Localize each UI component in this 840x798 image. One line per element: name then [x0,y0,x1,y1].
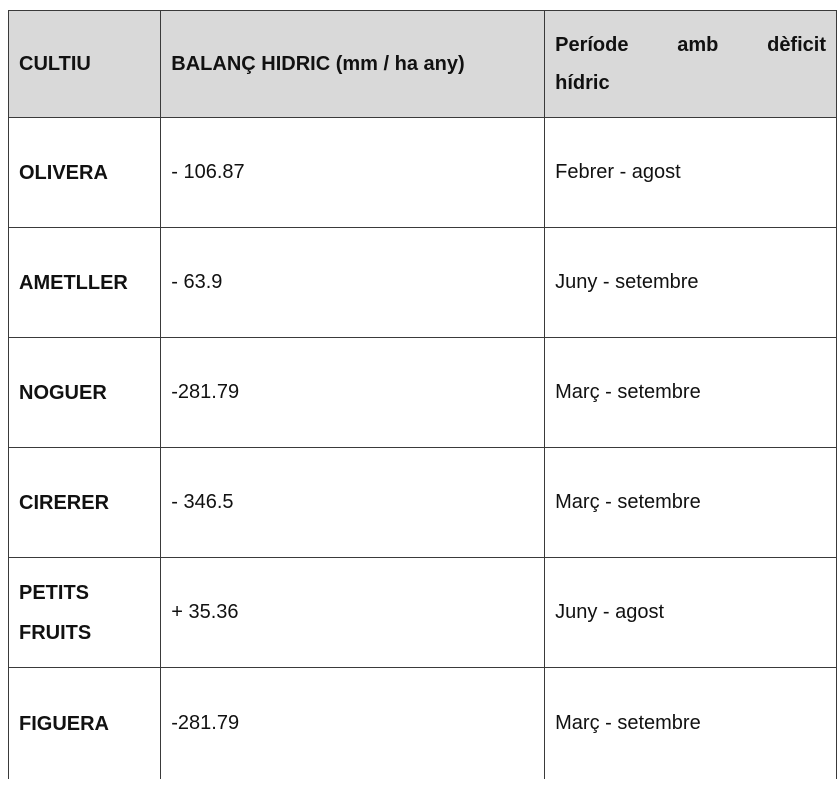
crop-cell: AMETLLER [9,228,161,338]
period-cell: Març - setembre [545,448,837,558]
balance-cell: -281.79 [161,338,545,448]
header-deficit-period [545,11,837,118]
header-deficit-period-line1: Període amb dèficit [555,34,826,56]
crop-cell: PETITS FRUITS [9,558,161,668]
table-row [9,338,837,448]
header-deficit-period-line2: hídric [555,72,610,94]
balance-cell: + 35.36 [161,558,545,668]
table-row [9,228,837,338]
balance-cell: -281.79 [161,668,545,780]
table-row [9,668,837,780]
header-row [9,11,837,118]
table-row [9,558,837,668]
crop-cell: OLIVERA [9,118,161,228]
period-cell: Juny - setembre [545,228,837,338]
crop-cell: FIGUERA [9,668,161,780]
table-row [9,118,837,228]
period-cell: Juny - agost [545,558,837,668]
table-body [9,118,837,780]
period-cell: Febrer - agost [545,118,837,228]
crop-water-balance-table [8,10,837,779]
crop-cell: CIRERER [9,448,161,558]
balance-cell: - 63.9 [161,228,545,338]
period-cell: Març - setembre [545,338,837,448]
balance-cell: - 106.87 [161,118,545,228]
crop-cell: NOGUER [9,338,161,448]
header-crop: CULTIU [9,11,161,118]
balance-cell: - 346.5 [161,448,545,558]
header-water-balance: BALANÇ HIDRIC (mm / ha any) [161,11,545,118]
table-row [9,448,837,558]
period-cell: Març - setembre [545,668,837,780]
table-header [9,11,837,118]
